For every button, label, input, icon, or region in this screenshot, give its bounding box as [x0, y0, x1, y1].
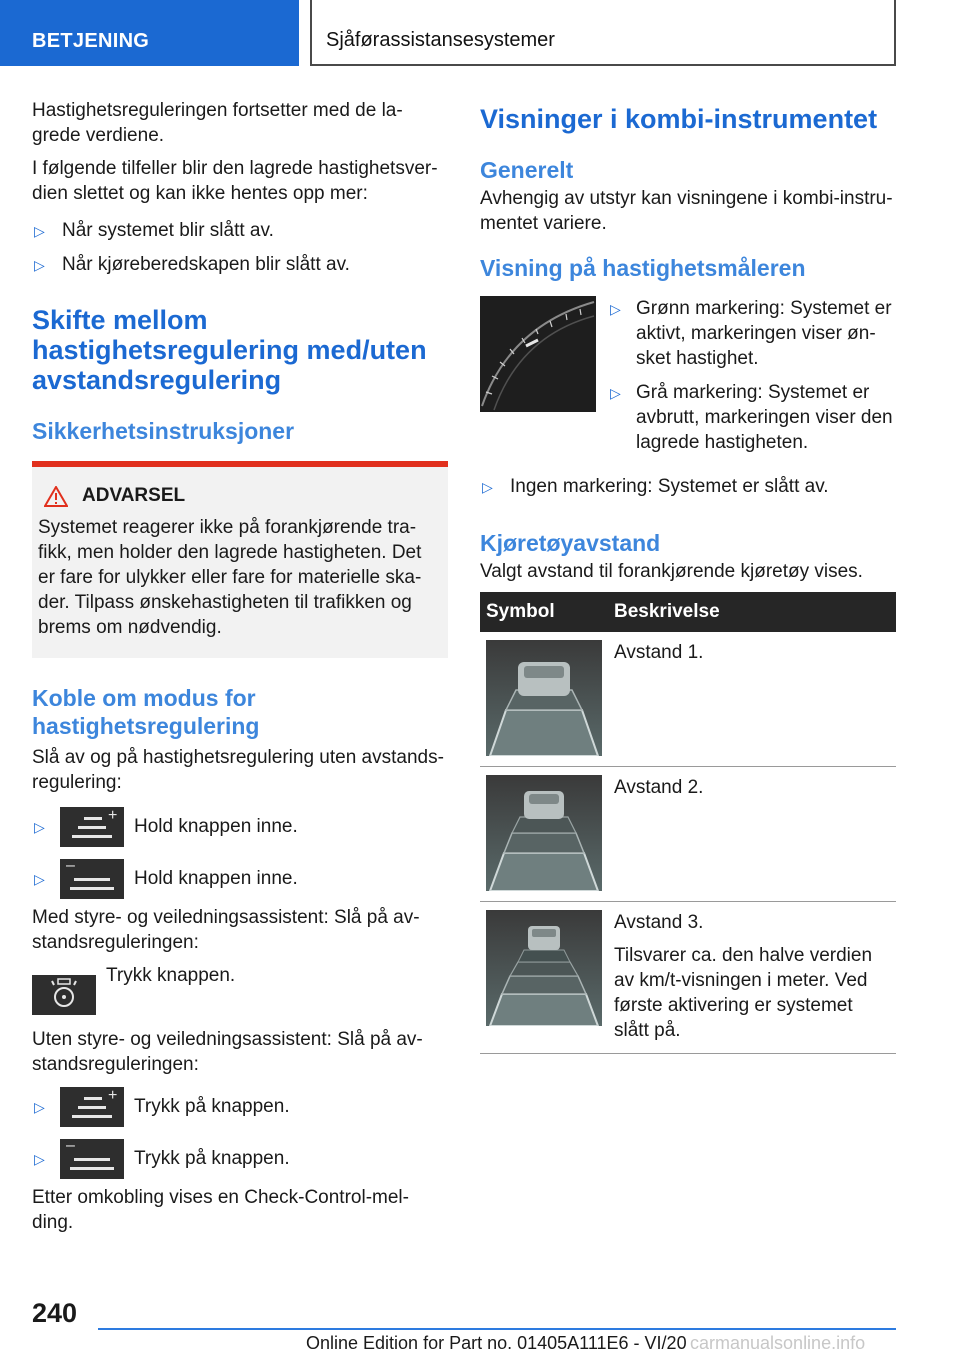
left-column: [32, 98, 448, 1243]
triangle-bullet-icon: ▷: [34, 257, 45, 273]
distance-1-image: [486, 640, 602, 756]
footer-edition: Online Edition for Part no. 01405A111E6 - VI/20: [306, 1333, 687, 1353]
list-item: ▷ Grønn markering: Systemet er aktivt, markeringen viser øn-sket hastighet.: [610, 298, 892, 369]
distance-plus-button-icon: +: [60, 1087, 124, 1127]
distance-plus-button-icon: +: [60, 807, 124, 847]
subheading-general: Generelt: [480, 157, 574, 183]
triangle-bullet-icon: ▷: [610, 301, 621, 317]
triangle-bullet-icon: ▷: [482, 479, 493, 495]
intro-paragraph-1: Hastighetsreguleringen fortsetter med de la-grede verdiene.: [32, 100, 403, 146]
general-paragraph: Avhengig av utstyr kan visningene i kombi-instru-mentet variere.: [480, 188, 893, 234]
list-item: [32, 1087, 448, 1127]
triangle-bullet-icon: ▷: [610, 385, 621, 401]
table-header-row: [480, 592, 896, 632]
warning-title: ADVARSEL: [38, 485, 440, 507]
footer-divider: [98, 1328, 896, 1330]
without-assistant-paragraph: Uten styre- og veiledningsassistent: Slå på av-standsreguleringen:: [32, 1029, 423, 1075]
table-cell-description: Avstand 2.: [608, 767, 896, 902]
mode-paragraph: Slå av og på hastighetsregulering uten avstands-regulering:: [32, 747, 444, 793]
list-item: ▷ Når systemet blir slått av.: [32, 218, 448, 243]
subheading-switch-mode: Koble om modus for hastighetsregulering: [32, 685, 260, 739]
list-item: ▷ Ingen markering: Systemet er slått av.: [480, 474, 896, 499]
speedometer-bullets: [608, 296, 896, 464]
speedometer-image: [480, 296, 596, 412]
warning-box: [32, 461, 448, 658]
distance-minus-button-icon: –: [60, 1139, 124, 1179]
distance-2-image: [486, 775, 602, 891]
triangle-bullet-icon: ▷: [34, 1098, 45, 1115]
list-item: [32, 1139, 448, 1179]
footer-watermark: carmanualsonline.info: [690, 1333, 866, 1353]
warning-triangle-icon: [44, 486, 68, 507]
list-item: [32, 859, 448, 899]
page-number: 240: [32, 1298, 78, 1328]
distance-minus-button-icon: –: [60, 859, 124, 899]
list-item: ▷ Grå markering: Systemet er avbrutt, markeringen viser den lagrede hastigheten.: [610, 382, 893, 453]
list-item: [32, 807, 448, 847]
chapter-title: Sjåførassistansesystemer: [310, 0, 896, 66]
hold-instruction-1: Hold knappen inne.: [134, 816, 298, 837]
triangle-bullet-icon: ▷: [34, 223, 45, 239]
table-header-description: Beskrivelse: [608, 592, 896, 632]
triangle-bullet-icon: ▷: [34, 870, 45, 887]
press-instruction-1: Trykk på knappen.: [134, 1096, 290, 1117]
warning-text: Systemet reagerer ikke på forankjørende tra-fikk, men holder den lagrede hastigheten. Det er fare for ulykker eller fare for materielle ska-der. Tilpass ønskehastigheten til trafikken og brems om nødvendig.: [38, 517, 422, 638]
table-row: [480, 767, 896, 902]
press-row: [32, 963, 448, 1015]
subheading-safety: Sikkerhetsinstruksjoner: [32, 418, 295, 444]
intro-paragraph-2: I følgende tilfeller blir den lagrede hastighetsver-dien slettet og kan ikke hentes opp mer:: [32, 158, 438, 204]
right-column: [480, 98, 896, 1054]
subheading-vehicle-distance: Kjøretøyavstand: [480, 530, 661, 556]
speedometer-row: [480, 296, 896, 464]
distance-paragraph: Valgt avstand til forankjørende kjøretøy vises.: [480, 561, 863, 582]
page-header: [0, 0, 960, 66]
table-cell-description: Avstand 3.: [614, 912, 704, 933]
distance-table: [480, 592, 896, 1054]
outro-paragraph: Etter omkobling vises en Check-Control-mel-ding.: [32, 1187, 409, 1233]
table-row: [480, 632, 896, 767]
press-instruction: Trykk knappen.: [106, 965, 236, 986]
section-heading-displays: Visninger i kombi-instrumentet: [480, 104, 878, 134]
with-assistant-paragraph: Med styre- og veiledningsassistent: Slå på av-standsreguleringen:: [32, 907, 420, 953]
triangle-bullet-icon: ▷: [34, 818, 45, 835]
table-header-symbol: Symbol: [480, 592, 608, 632]
triangle-bullet-icon: ▷: [34, 1150, 45, 1167]
table-row: [480, 902, 896, 1054]
press-instruction-2: Trykk på knappen.: [134, 1148, 290, 1169]
distance-3-image: [486, 910, 602, 1026]
steering-assistant-button-icon: [32, 975, 96, 1015]
list-item: ▷ Når kjøreberedskapen blir slått av.: [32, 252, 448, 277]
section-heading-switch-mode: Skifte mellom hastighetsregulering med/uten avstandsregulering: [32, 305, 427, 395]
section-tab: BETJENING: [0, 0, 299, 66]
hold-instruction-2: Hold knappen inne.: [134, 868, 298, 889]
subheading-speedometer: Visning på hastighetsmåleren: [480, 255, 806, 281]
table-cell-description: Avstand 1.: [608, 632, 896, 767]
table-cell-extra: Tilsvarer ca. den halve verdien av km/t-visningen i meter. Ved første aktivering er systemet slått på.: [614, 945, 873, 1041]
